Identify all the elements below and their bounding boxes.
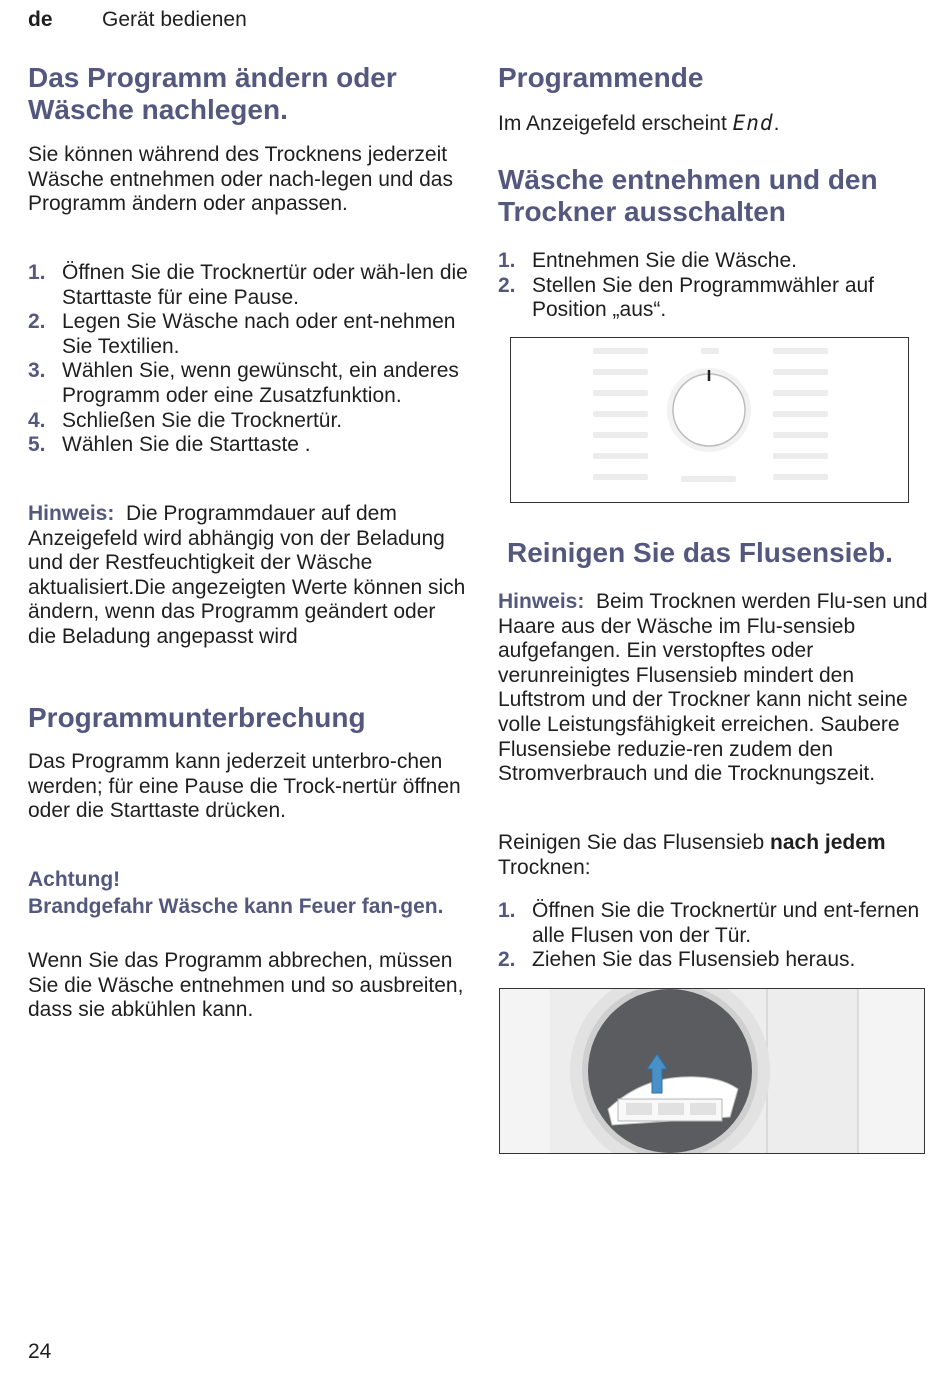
list-item: 2. Legen Sie Wäsche nach oder ent-nehmen Sie Textilien. [28,310,456,358]
program-end-heading: Programmende [498,62,704,93]
lint-filter-figure [499,988,925,1154]
list-item: 2. Ziehen Sie das Flusensieb heraus. [498,948,856,972]
interruption-heading: Programmunterbrechung [28,702,366,733]
warning-subtitle: Brandgefahr Wäsche kann Feuer fan-gen. [28,895,444,918]
clean-filter-steps [498,899,938,973]
list-item: 1. Öffnen Sie die Trocknertür und ent-fernen alle Flusen von der Tür. [498,899,920,947]
note-label: Hinweis: [498,590,585,613]
list-item: 1. Entnehmen Sie die Wäsche. [498,249,797,272]
section-title: Gerät bedienen [102,8,247,31]
remove-laundry-heading: Wäsche entnehmen und den Trockner ausschalten [498,164,878,227]
language-tag: de [28,8,53,31]
interruption-text: Das Programm kann jederzeit unterbro-chen werden; für eine Pause die Trock-nertür öffnen oder die Starttaste drücken. [28,750,461,823]
change-program-intro: Sie können während des Trocknens jederzeit Wäsche entnehmen oder nach-legen und das Programm ändern oder anpassen. [28,143,453,216]
note-label: Hinweis: [28,502,115,525]
warning-title: Achtung! [28,868,121,891]
program-selector-figure [510,337,909,503]
warning-text: Wenn Sie das Programm abbrechen, müssen Sie die Wäsche entnehmen und so ausbreiten, dass sie abkühlen kann. [28,949,464,1022]
list-item: 1. Öffnen Sie die Trocknertür oder wäh-len die Starttaste für eine Pause. [28,261,468,309]
lint-filter-arrow-illustration [500,989,924,1153]
list-item: 3. Wählen Sie, wenn gewünscht, ein anderes Programm oder eine Zusatzfunktion. [28,359,459,407]
display-end-readout: End [732,111,774,135]
clean-filter-heading: Reinigen Sie das Flusensieb. [507,537,893,568]
clean-filter-intro: Reinigen Sie das Flusensieb nach jedem Trocknen: [498,831,886,879]
lint-filter-note: Hinweis: Beim Trocknen werden Flu-sen und Haare aus der Wäsche im Flu-sensieb aufgefangen. Ein verstopftes oder verunreinigtes Flusensieb mindert den Luftstrom und der Trockner kann nicht seine volle Leistungsfähigkeit erreichen. Saubere Flusensiebe reduzie-ren zudem den Stromverbrauch und die Trocknungszeit. [498,590,928,786]
program-end-text: Im Anzeigefeld erscheint End. [498,111,780,135]
page-number: 24 [28,1340,52,1363]
list-item: 4. Schließen Sie die Trocknertür. [28,408,343,432]
list-item: 2. Stellen Sie den Programmwähler auf Position „aus“. [498,273,875,322]
list-item: 5. Wählen Sie die Starttaste . [28,433,311,457]
remove-laundry-steps [498,249,938,323]
program-duration-note: Hinweis: Die Programmdauer auf dem Anzeigefeld wird abhängig von der Beladung und der Restfeuchtigkeit der Wäsche aktualisiert.Die angezeigten Werte können sich ändern, wenn das Programm geändert oder die Beladung angepasst wird [28,502,466,648]
program-selector-dial-illustration [511,338,908,502]
change-program-heading: Das Programm ändern oder Wäsche nachlegen. [28,62,397,125]
running-header [28,8,247,32]
change-program-steps [28,261,468,458]
